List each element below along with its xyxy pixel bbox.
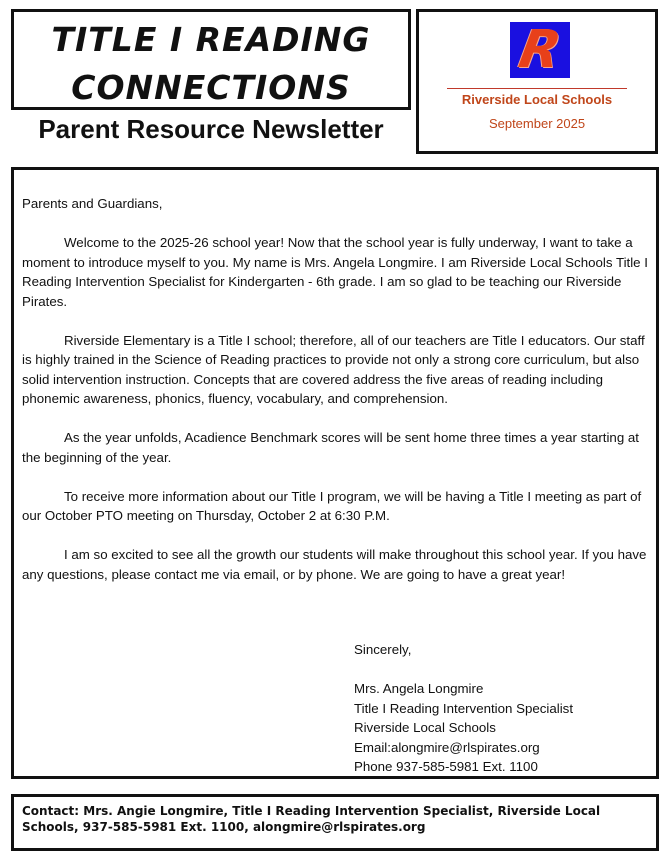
signature-closing: Sincerely, — [354, 642, 412, 657]
signature-name: Mrs. Angela Longmire — [354, 681, 484, 696]
signature-phone: Phone 937-585-5981 Ext. 1100 — [354, 759, 538, 774]
letter-paragraph-closing: I am so excited to see all the growth our students will make throughout this school year. If you have any questions, please contact me via email, or by phone. We are going to have a great year! — [22, 547, 647, 582]
school-divider — [447, 88, 627, 89]
signature-email: Email:alongmire@rlspirates.org — [354, 739, 540, 755]
newsletter-date: September 2025 — [488, 116, 586, 131]
newsletter-subtitle: Parent Resource Newsletter — [38, 114, 384, 144]
signature-spacer — [354, 660, 573, 680]
newsletter-title-line-2: CONNECTIONS — [71, 68, 351, 107]
signature-organization: Riverside Local Schools — [354, 720, 496, 735]
school-info-box — [416, 9, 658, 154]
letter-paragraph-benchmark: As the year unfolds, Acadience Benchmark scores will be sent home three times a year starting at the beginning of the year. — [22, 430, 640, 465]
letter-paragraph-title-i-school: Riverside Elementary is a Title I school; therefore, all of our teachers are Title I educators. Our staff is highly trained in the Science of Reading practices to provide not only a strong core curriculum, but also solid intervention instruction. Concepts that are covered address the five areas of reading including phonemic awareness, phonics, fluency, vocabulary, and comprehension. — [22, 332, 645, 406]
letter-paragraph-meeting: To receive more information about our Title I program, we will be having a Title I meeting as part of our October PTO meeting on Thursday, October 2 at 6:30 P.M. — [22, 488, 642, 523]
school-name: Riverside Local Schools — [461, 92, 613, 107]
riverside-r-logo-icon — [510, 22, 570, 78]
contact-box — [11, 794, 659, 851]
letter-box — [11, 167, 659, 779]
letter-greeting: Parents and Guardians, — [22, 196, 163, 211]
signature-title: Title I Reading Intervention Specialist — [354, 700, 574, 716]
signature-block — [354, 640, 573, 777]
letter-body — [22, 194, 652, 604]
contact-info: Contact: Mrs. Angie Longmire, Title I Reading Intervention Specialist, Riverside Local Schools, 937-585-5981 Ext. 1100, alongmire@rlspirates.org — [22, 804, 601, 834]
newsletter-title-box — [11, 9, 411, 110]
logo-letter: R — [514, 20, 566, 80]
letter-paragraph-welcome: Welcome to the 2025-26 school year! Now that the school year is fully underway, I want to take a moment to introduce myself to you. My name is Mrs. Angela Longmire. I am Riverside Local Schools Title I Reading Intervention Specialist for Kindergarten - 6th grade. I am so glad to be teaching our Riverside Pirates. — [22, 235, 648, 309]
newsletter-title-line-1: TITLE I READING — [51, 20, 371, 59]
